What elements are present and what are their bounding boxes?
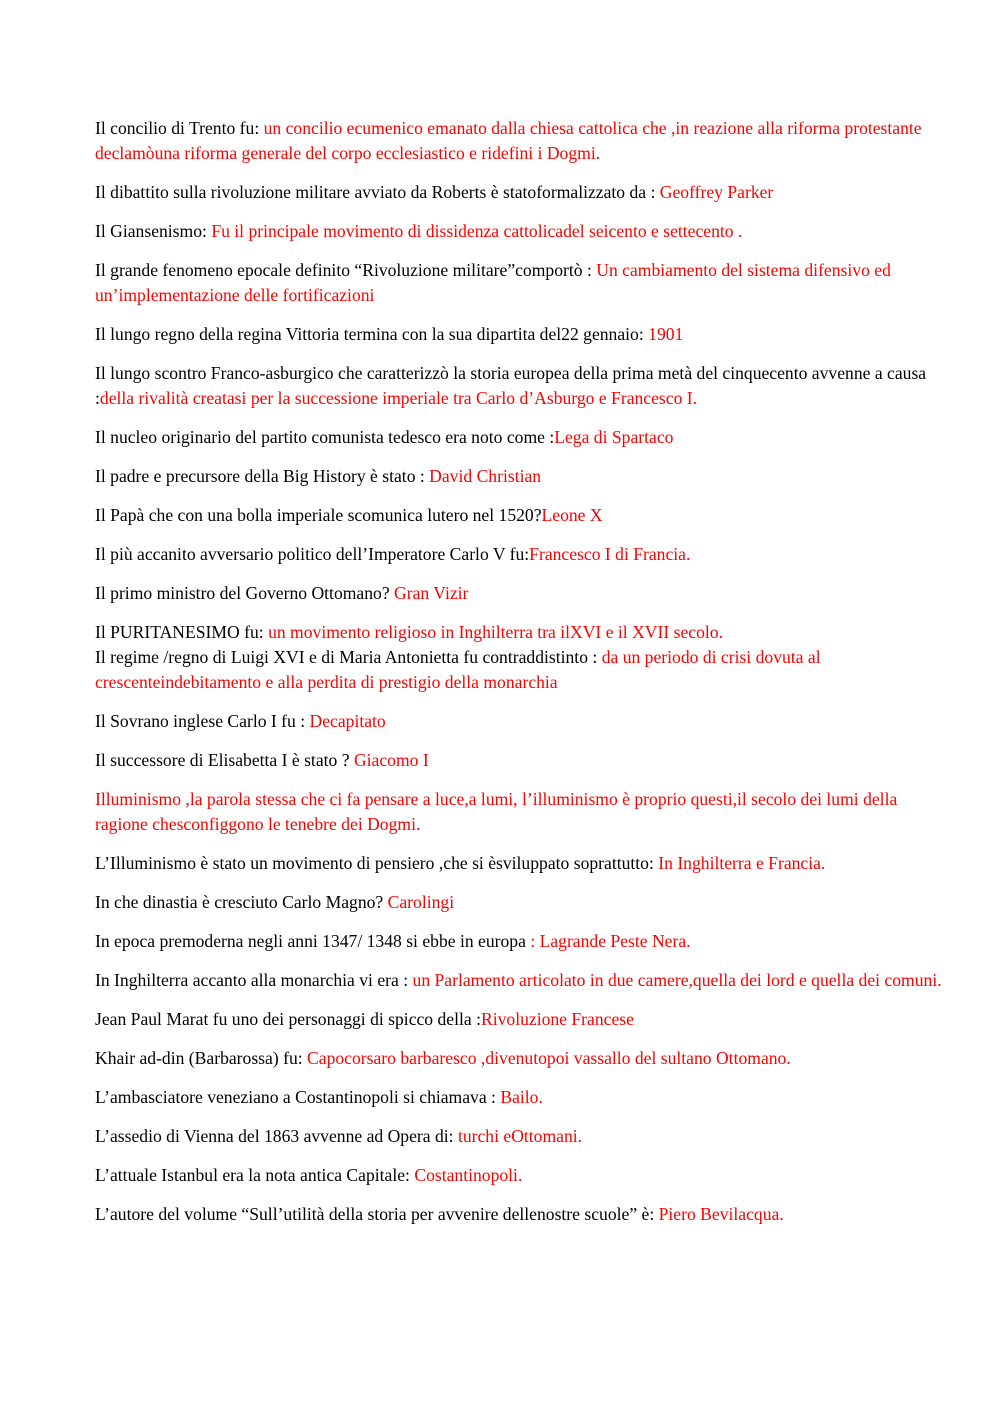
question-text: Il nucleo originario del partito comunista tedesco era noto come : <box>95 427 555 447</box>
answer-text: della rivalità creatasi per la successione imperiale tra Carlo d’Asburgo e Francesco I. <box>99 388 698 408</box>
question-text: L’Illuminismo è stato un movimento di pensiero ,che si èsviluppato soprattutto: <box>95 853 659 873</box>
question-text: In Inghilterra accanto alla monarchia vi era : <box>95 970 413 990</box>
answer-text: Un cambiamento del sistema difensivo ed un’implementazione delle fortificazioni <box>95 260 891 305</box>
qa-item <box>95 258 945 308</box>
answer-text: Illuminismo ,la parola stessa che ci fa pensare a luce,a lumi, l’illuminismo è proprio questi,il secolo dei lumi della ragione chesconfiggono le tenebre dei Dogmi. <box>95 789 898 834</box>
answer-text: Costantinopoli. <box>414 1165 523 1185</box>
qa-item <box>95 581 945 606</box>
answer-text: Gran Vizir <box>394 583 469 603</box>
question-text: L’assedio di Vienna del 1863 avvenne ad Opera di: <box>95 1126 458 1146</box>
question-text: Il padre e precursore della Big History è stato : <box>95 466 430 486</box>
question-text: L’attuale Istanbul era la nota antica Capitale: <box>95 1165 415 1185</box>
question-text: In epoca premoderna negli anni 1347/ 1348 si ebbe in europa <box>95 931 531 951</box>
answer-text: Francesco I di Francia. <box>529 544 691 564</box>
answer-text: David Christian <box>429 466 542 486</box>
answer-text: Decapitato <box>309 711 386 731</box>
answer-text: turchi eOttomani. <box>457 1126 583 1146</box>
answer-text: : Lagrande Peste Nera. <box>530 931 691 951</box>
question-text: Il grande fenomeno epocale definito “Rivoluzione militare”comportò : <box>95 260 597 280</box>
question-text: In che dinastia è cresciuto Carlo Magno? <box>95 892 388 912</box>
question-text: L’autore del volume “Sull’utilità della storia per avvenire dellenostre scuole” è: <box>95 1204 659 1224</box>
qa-item <box>95 503 945 528</box>
answer-text: Leone X <box>541 505 603 525</box>
question-text: Il dibattito sulla rivoluzione militare avviato da Roberts è statoformalizzato da : <box>95 182 660 202</box>
question-text: Il Sovrano inglese Carlo I fu : <box>95 711 310 731</box>
document-page <box>95 116 945 1241</box>
qa-item <box>95 464 945 489</box>
qa-item <box>95 542 945 567</box>
qa-item <box>95 787 945 837</box>
qa-item <box>95 322 945 347</box>
question-text: Il regime /regno di Luigi XVI e di Maria Antonietta fu contraddistinto : <box>95 647 602 667</box>
answer-text: Lega di Spartaco <box>554 427 674 447</box>
qa-item <box>95 929 945 954</box>
answer-text: Geoffrey Parker <box>659 182 774 202</box>
answer-text: Carolingi <box>387 892 455 912</box>
qa-item <box>95 361 945 411</box>
answer-text: Capocorsaro barbaresco ,divenutopoi vassallo del sultano Ottomano. <box>307 1048 791 1068</box>
answer-text: Bailo. <box>500 1087 543 1107</box>
qa-item <box>95 748 945 773</box>
qa-item <box>95 1124 945 1149</box>
qa-item <box>95 425 945 450</box>
qa-item <box>95 968 945 993</box>
qa-item <box>95 180 945 205</box>
question-text: Il più accanito avversario politico dell’Imperatore Carlo V fu: <box>95 544 530 564</box>
question-text: Il Giansenismo: <box>95 221 212 241</box>
question-text: Il Papà che con una bolla imperiale scomunica lutero nel 1520? <box>95 505 542 525</box>
answer-text: Fu il principale movimento di dissidenza cattolicadel seicento e settecento . <box>211 221 743 241</box>
qa-item <box>95 620 945 645</box>
qa-item <box>95 1007 945 1032</box>
question-text: Il primo ministro del Governo Ottomano? <box>95 583 395 603</box>
answer-text: un concilio ecumenico emanato dalla chiesa cattolica che ,in reazione alla riforma protestante declamòuna riforma generale del corpo ecclesiastico e ridefini i Dogmi. <box>95 118 922 163</box>
answer-text: un movimento religioso in Inghilterra tra ilXVI e il XVII secolo. <box>268 622 723 642</box>
qa-item <box>95 1046 945 1071</box>
question-text: Il PURITANESIMO fu: <box>95 622 269 642</box>
question-text: Il lungo scontro Franco-asburgico che caratterizzò la storia europea della prima metà del cinquecento avvenne a causa : <box>95 363 927 408</box>
answer-text: Giacomo I <box>353 750 429 770</box>
answer-text: In Inghilterra e Francia. <box>658 853 826 873</box>
qa-item <box>95 709 945 734</box>
answer-text: Piero Bevilacqua. <box>658 1204 784 1224</box>
qa-item <box>95 645 945 695</box>
question-text: Khair ad-din (Barbarossa) fu: <box>95 1048 308 1068</box>
question-text: L’ambasciatore veneziano a Costantinopoli si chiamava : <box>95 1087 501 1107</box>
answer-text: Rivoluzione Francese <box>480 1009 634 1029</box>
question-text: Jean Paul Marat fu uno dei personaggi di spicco della : <box>95 1009 481 1029</box>
qa-item <box>95 116 945 166</box>
answer-text: da un periodo di crisi dovuta al crescenteindebitamento e alla perdita di prestigio della monarchia <box>95 647 821 692</box>
qa-item <box>95 1085 945 1110</box>
qa-item <box>95 890 945 915</box>
qa-item <box>95 851 945 876</box>
qa-item <box>95 1202 945 1227</box>
question-text: Il concilio di Trento fu: <box>95 118 264 138</box>
answer-text: 1901 <box>648 324 684 344</box>
qa-item <box>95 219 945 244</box>
qa-item <box>95 1163 945 1188</box>
answer-text: un Parlamento articolato in due camere,quella dei lord e quella dei comuni. <box>412 970 942 990</box>
question-text: Il successore di Elisabetta I è stato ? <box>95 750 354 770</box>
question-text: Il lungo regno della regina Vittoria termina con la sua dipartita del22 gennaio: <box>95 324 649 344</box>
